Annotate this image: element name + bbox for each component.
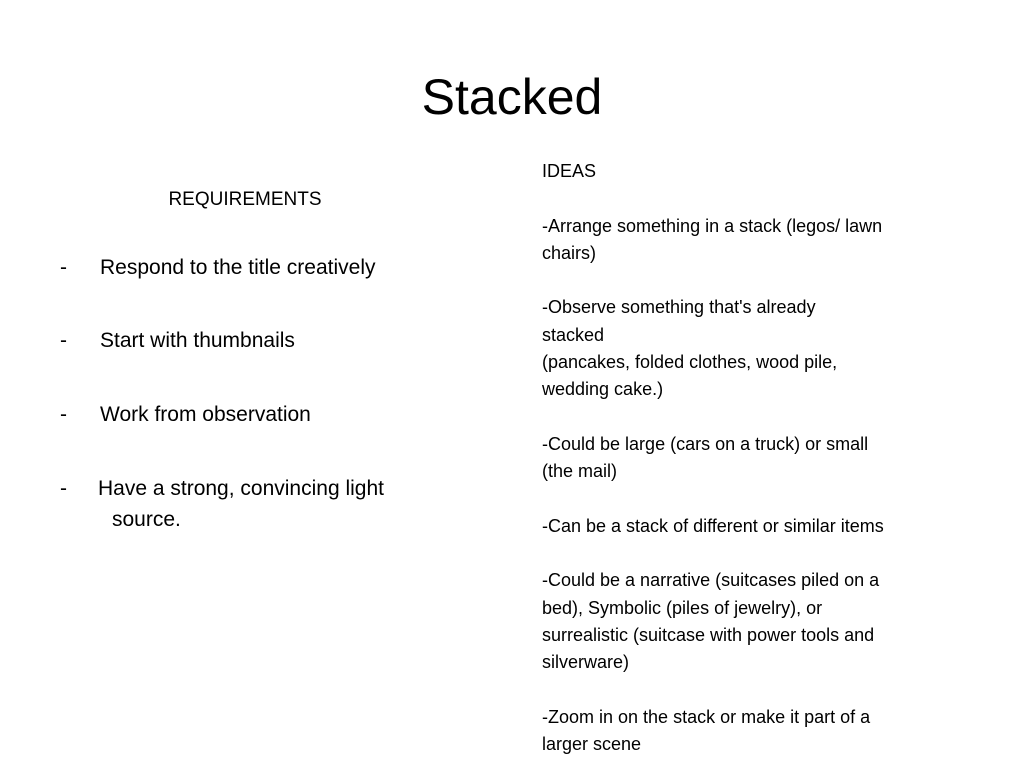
idea-item-continued: silverware) <box>542 652 630 673</box>
idea-item: -Could be large (cars on a truck) or small <box>542 433 869 454</box>
idea-item: -Arrange something in a stack (legos/ lawn <box>542 215 883 236</box>
requirement-item <box>60 473 440 535</box>
ideas-section <box>542 158 952 759</box>
bullet-dash: - <box>60 477 67 500</box>
idea-item-continued: chairs) <box>542 242 597 263</box>
requirement-item <box>60 325 440 356</box>
idea-item-continued: (pancakes, folded clothes, wood pile, <box>542 352 838 373</box>
idea-item-continued: wedding cake.) <box>542 379 664 400</box>
requirement-text: Work from observation <box>100 403 311 426</box>
idea-item-continued: surrealistic (suitcase with power tools and <box>542 625 875 646</box>
bullet-dash: - <box>60 256 67 279</box>
bullet-dash: - <box>60 329 67 352</box>
idea-item: -Can be a stack of different or similar items <box>542 515 884 536</box>
requirement-text: Have a strong, convincing light <box>98 477 384 500</box>
requirement-item <box>60 252 440 283</box>
requirement-text: Respond to the title creatively <box>100 256 376 279</box>
idea-item: -Zoom in on the stack or make it part of a <box>542 706 871 727</box>
idea-item: -Could be a narrative (suitcases piled on a <box>542 570 880 591</box>
slide-title: Stacked <box>421 69 603 125</box>
requirements-heading: REQUIREMENTS <box>168 189 322 210</box>
idea-item-continued: larger scene <box>542 734 642 755</box>
bullet-dash: - <box>60 403 67 426</box>
idea-item-continued: bed), Symbolic (piles of jewelry), or <box>542 597 823 618</box>
requirement-item <box>60 399 440 430</box>
idea-item: -Observe something that's already <box>542 297 816 318</box>
requirement-text: Start with thumbnails <box>100 329 295 352</box>
idea-item-continued: (the mail) <box>542 461 618 482</box>
ideas-heading: IDEAS <box>542 161 597 181</box>
idea-item-continued: stacked <box>542 324 605 345</box>
requirement-text-continued: source. <box>112 508 181 531</box>
